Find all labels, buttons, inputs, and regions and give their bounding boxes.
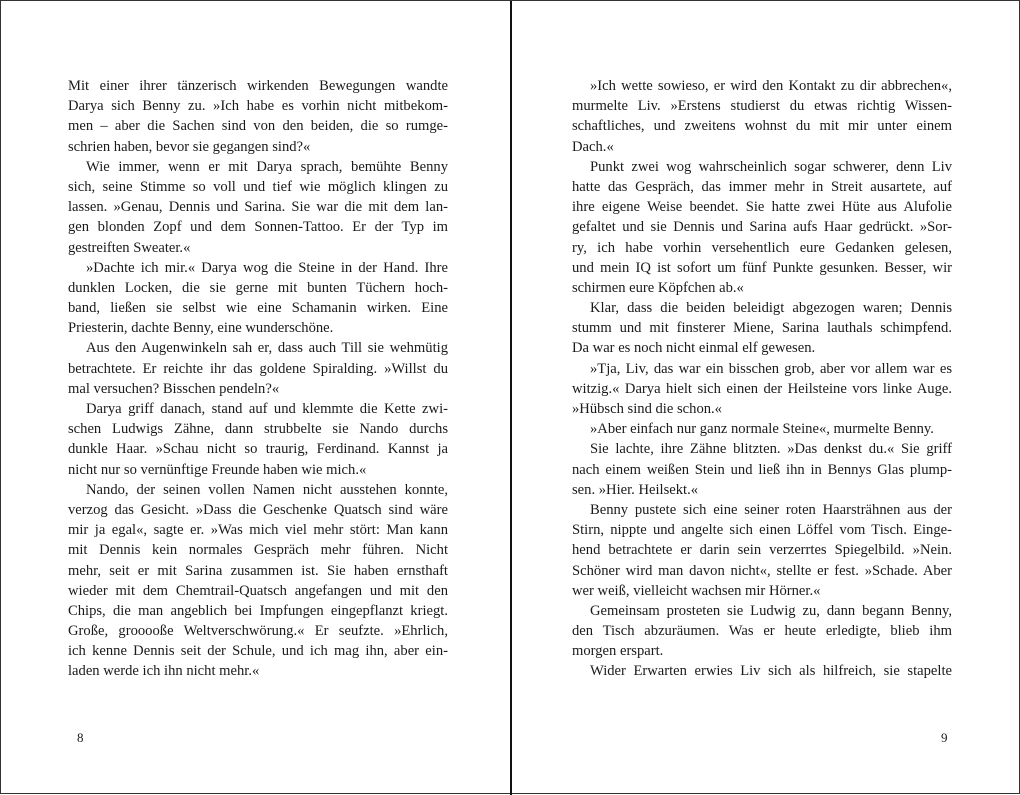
text-line: Priesterin, dachte Benny, eine wunderschöne. — [68, 320, 334, 337]
text-line: Nando, der seinen vollen Namen nicht ausstehen konnte, — [86, 481, 448, 498]
text-line: nicht nur so vernünftige Freunde haben wie mich.« — [68, 461, 367, 478]
text-line: Schöner wird man davon nicht«, stellte er fest. »Schade. Aber — [572, 562, 952, 579]
text-line: dunklen Locken, die sie gerne mit bunten Tüchern hoch- — [68, 279, 448, 296]
text-line: Wie immer, wenn er mit Darya sprach, bemühte Benny — [86, 158, 448, 175]
text-line: »Ich wette sowieso, er wird den Kontakt zu dir abbrechen«, — [590, 78, 952, 94]
text-line: hend betrachtete er darin sein verzerrtes Spiegelbild. »Nein. — [572, 542, 952, 559]
text-line: »Aber einfach nur ganz normale Steine«, murmelte Benny. — [590, 421, 934, 438]
text-line: schirmen eure Köpfchen ab.« — [572, 279, 744, 296]
text-line: wieder mit dem Chemtrail-Quatsch angefangen und mit den — [68, 582, 448, 599]
text-line: Sie lachte, ihre Zähne blitzten. »Das denkst du.« Sie griff — [590, 441, 952, 458]
text-line: lassen. »Genau, Dennis und Sarina. Sie war die mit dem lan- — [68, 199, 448, 216]
text-line: »Tja, Liv, das war ein bisschen grob, aber vor allem war es — [590, 360, 952, 377]
text-line: Chips, die man angeblich bei Impfungen eingepflanzt kriegt. — [68, 602, 448, 619]
text-line: Mit einer ihrer tänzerisch wirkenden Bewegungen wandte — [68, 78, 448, 94]
text-line: witzig.« Darya hielt sich einen der Heilsteine vors linke Auge. — [572, 380, 952, 397]
text-line: Benny pustete sich eine seiner roten Haarsträhnen aus der — [590, 501, 952, 518]
text-line: Aus den Augenwinkeln sah er, dass auch Till sie wehmütig — [86, 340, 448, 357]
text-line: wer weiß, vielleicht wachsen mir Hörner.« — [572, 582, 821, 599]
text-line: Stirn, nippte und angelte sich einen Löffel vom Tisch. Einge- — [572, 522, 952, 539]
text-line: stumm und mit finsterer Miene, Sarina lauthals schimpfend. — [572, 320, 952, 337]
text-line: gefaltet und sie Dennis und Sarina aufs Haar gedrückt. »Sor- — [572, 219, 952, 236]
text-line: »Hübsch sind die schon.« — [572, 401, 722, 417]
text-line: Darya sich Benny zu. »Ich habe es vorhin nicht mitbekom- — [68, 98, 448, 115]
text-line: mehr, seit er mit Sarina zusammen ist. Sie haben ernsthaft — [68, 562, 448, 579]
text-line: Gemeinsam prosteten sie Ludwig zu, dann begann Benny, — [590, 602, 952, 619]
page-number-left: 8 — [77, 730, 84, 745]
text-line: verzog das Gesicht. »Dass die Geschenke Quatsch sind wäre — [68, 501, 448, 518]
text-line: Klar, dass die beiden beleidigt abgezogen waren; Dennis — [590, 300, 952, 317]
text-line: schrien haben, bevor sie gegangen sind?« — [68, 138, 311, 155]
text-line: morgen erspart. — [572, 643, 664, 660]
text-line: dunkle Haar. »Schau nicht so traurig, Ferdinand. Kannst ja — [68, 441, 448, 458]
text-line: hatte das Gespräch, das immer mehr in Streit ausartete, auf — [572, 178, 952, 195]
text-line: Große, grooooße Weltverschwörung.« Er seufzte. »Ehrlich, — [68, 623, 448, 640]
text-line: ich kenne Dennis seit der Schule, und ich mag ihn, aber ein- — [68, 643, 448, 660]
page-number-right: 9 — [941, 730, 948, 745]
text-line: Wider Erwarten erwies Liv sich als hilfreich, sie stapelte — [590, 663, 952, 680]
text-line: und mein IQ ist sofort um fünf Punkte gesunken. Besser, wir — [572, 259, 952, 276]
text-line: band, ließen sie selbst wie eine Schamanin wirken. Eine — [68, 300, 448, 317]
text-line: mit Dennis kein normales Gespräch mehr führen. Nicht — [68, 542, 448, 559]
text-line: gen blonden Zopf und dem Sonnen-Tattoo. Er der Typ im — [68, 219, 448, 236]
text-line: gestreiften Sweater.« — [68, 239, 191, 256]
text-line: schen Ludwigs Zähne, dann strubbelte sie Nando durchs — [68, 421, 448, 438]
text-line: murmelte Liv. »Erstens studierst du etwas richtig Wissen- — [572, 98, 952, 115]
text-line: betrachtete. Er reichte ihr das goldene Spiralding. »Willst du — [68, 360, 448, 377]
text-line: men – aber die Sachen sind von den beiden, die so rumge- — [68, 118, 448, 135]
text-line: schaftliches, und zweitens wohnst du mit mir unter einem — [572, 118, 952, 135]
text-line: nach einem weißen Stein und ließ ihn in Bennys Glas plump- — [572, 461, 952, 478]
text-line: sen. »Hier. Heilsekt.« — [572, 481, 699, 498]
text-line: Dach.« — [572, 138, 614, 155]
text-line: Darya griff danach, stand auf und klemmte die Kette zwi- — [86, 401, 448, 417]
left-page — [1, 1, 510, 795]
text-line: ihre eigene Weise beendet. Sie hatte zwei Hüte aus Alufolie — [572, 199, 952, 216]
left-page-text — [68, 76, 448, 682]
text-line: mal versuchen? Bisschen pendeln?« — [68, 380, 280, 397]
text-line: sich, seine Stimme so voll und tief wie möglich klingen zu — [68, 178, 448, 195]
text-line: ry, ich habe vorhin versehentlich eure Gedanken gelesen, — [572, 239, 952, 256]
text-line: laden werde ich ihn nicht mehr.« — [68, 663, 260, 680]
text-line: mir ja egal«, sagte er. »Was mich viel mehr stört: Man kann — [68, 522, 448, 539]
right-page-text — [572, 76, 952, 682]
text-line: »Dachte ich mir.« Darya wog die Steine in der Hand. Ihre — [86, 259, 448, 276]
right-page — [512, 1, 1020, 795]
text-line: den Tisch abzuräumen. Was er heute erledigte, blieb ihm — [572, 623, 952, 640]
text-line: Punkt zwei wog wahrscheinlich sogar schwerer, denn Liv — [590, 158, 952, 175]
text-line: Da war es noch nicht einmal elf gewesen. — [572, 340, 816, 357]
